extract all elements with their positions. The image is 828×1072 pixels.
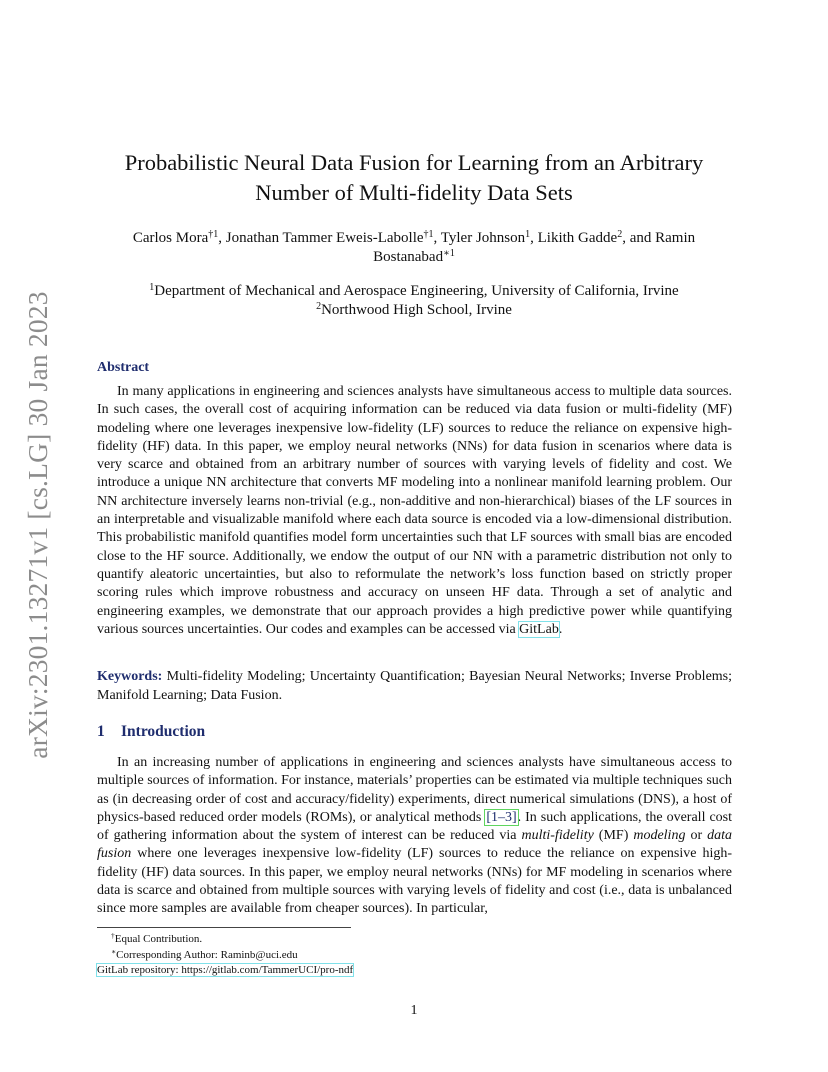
author-mark: 2 (617, 229, 623, 240)
footnote-equal-contribution: †Equal Contribution. (111, 931, 203, 945)
title-line-1: Probabilistic Neural Data Fusion for Learning from an Arbitrary (124, 150, 704, 175)
author-mark: †1 (208, 229, 219, 240)
section-title: Introduction (121, 723, 206, 740)
footnote-rule (97, 927, 351, 928)
section-number: 1 (97, 723, 105, 740)
page-number: 1 (410, 1003, 418, 1018)
section-heading-introduction (97, 723, 205, 741)
paper-title (96, 148, 732, 208)
gitlab-link[interactable]: GitLab (519, 621, 559, 637)
author-name: Carlos Mora (132, 230, 209, 246)
footnote-corresponding-author: ∗Corresponding Author: Raminb@uci.edu (111, 947, 298, 961)
author-name: Tyler Johnson (440, 230, 526, 246)
arxiv-identifier-stamp (18, 292, 58, 758)
keywords-label: Keywords: (97, 669, 163, 684)
citation-link[interactable]: [1–3] (486, 809, 517, 825)
author-name: Ramin Bostanabad (373, 230, 696, 265)
author-list: Carlos Mora$^{\dagger 1}$, Jonathan Tammer Eweis-Labolle$^{\dagger 1}$, Tyler Johnson$^1$, Likith Gadde$^2$, and Ramin Bostanabad$^{∗1}$ (132, 229, 696, 265)
abstract-heading: Abstract (97, 360, 150, 375)
keywords-text: Multi-fidelity Modeling; Uncertainty Quantification; Bayesian Neural Networks; Inverse Problems; Manifold Learning; Data Fusion. (97, 669, 733, 703)
author-mark: 1 (525, 229, 531, 240)
affiliation-2: $^2$Northwood High School, Irvine (316, 301, 512, 318)
footnote-gitlab-repository (97, 963, 353, 977)
author-name: Likith Gadde (537, 230, 618, 246)
gitlab-repository-link[interactable]: GitLab repository: https://gitlab.com/TammerUCI/pro-ndf (97, 964, 354, 976)
keywords-line (97, 667, 732, 705)
author-name: Jonathan Tammer Eweis-Labolle (225, 230, 424, 246)
abstract-body: In many applications in engineering and sciences analysts have simultaneous access to multiple data sources. In such cases, the overall cost of acquiring information can be reduced via data fusion or multi-fidelity (MF) modeling where one leverages inexpensive low-fidelity (LF) sources to reduce the reliance on expensive high-fidelity (HF) data. In this paper, we employ neural networks (NNs) for data fusion in scenarios where data is very scarce and obtained from an arbitrary number of sources with varying levels of fidelity and cost. We introduce a unique NN architecture that converts MF modeling into a nonlinear manifold learning problem. Our NN architecture inversely learns non-trivial (e.g., non-additive and non-hierarchical) biases of the LF sources in an interpretable and visualizable manifold where each data source is encoded via a low-dimensional distribution. This probabilistic manifold quantifies model form uncertainties such that LF sources with small bias are encoded close to the HF source. Additionally, we endow the output of our NN with a parametric distribution not only to quantify aleatoric uncertainties, but also to reformulate the network’s loss function based on strictly proper scoring rules which improve robustness and accuracy on unseen HF data. Through a set of analytic and engineering examples, we demonstrate that our approach provides a high predictive power while quantifying various sources uncertainties. Our codes and examples can be accessed via GitLab. (97, 384, 732, 637)
author-mark: †1 (423, 229, 434, 240)
affiliation-1: $^1$Department of Mechanical and Aerospace Engineering, University of California, Irvine (149, 282, 679, 299)
arxiv-identifier-text: arXiv:2301.13271v1 [cs.LG] 30 Jan 2023 (22, 291, 53, 759)
author-mark: ∗1 (443, 248, 455, 259)
introduction-paragraph: In an increasing number of applications in engineering and sciences analysts have simultaneous access to multiple sources of information. For instance, materials’ properties can be estimated via multiple techniques such as (in decreasing order of cost and accuracy/fidelity) experiments, direct numerical simulations (DNS), a host of physics-based reduced order models (ROMs), or analytical methods [1–3]. In such applications, the overall cost of gathering information about the system of interest can be reduced via multi-fidelity (MF) modeling or data fusion where one leverages inexpensive low-fidelity (LF) sources to reduce the reliance on expensive high-fidelity (HF) data sources. In this paper, we employ neural networks (NNs) for MF modeling in scenarios where data is scarce and obtained from multiple sources with varying levels of fidelity and cost (i.e., data is unbalanced since more samples are available from cheaper sources). In particular, (97, 755, 732, 917)
affiliation-list (96, 282, 732, 320)
title-line-2: Number of Multi-fidelity Data Sets (255, 180, 573, 205)
